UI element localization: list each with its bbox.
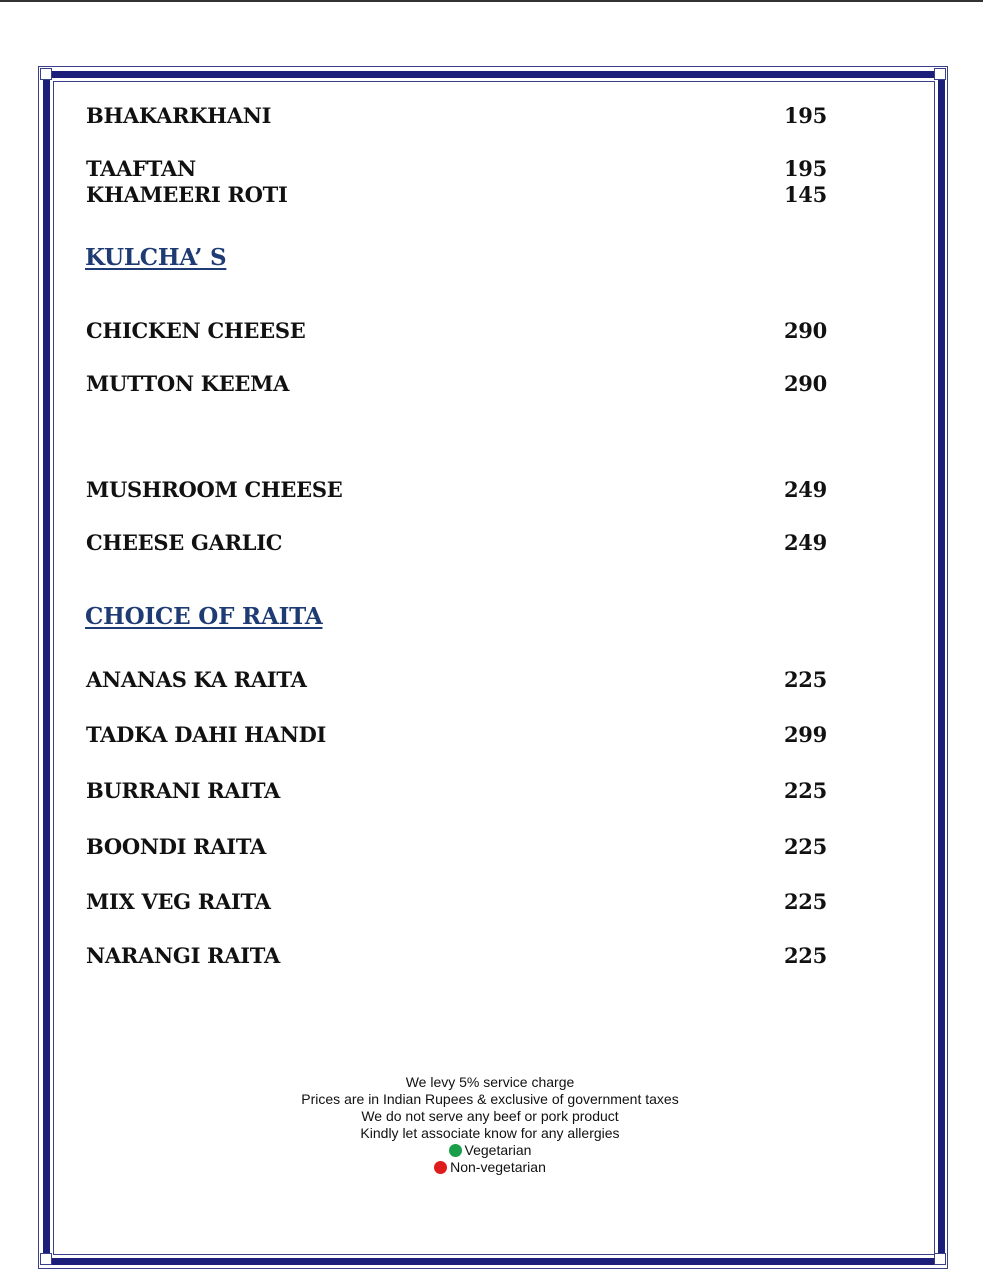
item-price: 290: [784, 371, 827, 396]
prices-note: Prices are in Indian Rupees & exclusive of government taxes: [301, 1091, 679, 1107]
menu-item-narangi-raita: [86, 942, 826, 970]
menu-item-taaftan: [86, 155, 826, 183]
legend-vegetarian: [200, 1142, 780, 1159]
section-heading-kulchas: KULCHA’ S: [85, 244, 227, 271]
item-price: 225: [784, 667, 827, 692]
menu-item-mushroom-cheese: [86, 476, 826, 504]
item-name: BURRANI RAITA: [86, 778, 281, 803]
corner-ornament-top-right: [934, 68, 946, 80]
green-dot-icon: [449, 1144, 462, 1157]
item-name: CHICKEN CHEESE: [86, 318, 306, 343]
item-price: 225: [784, 943, 827, 968]
item-price: 299: [784, 722, 827, 747]
corner-ornament-bottom-left: [40, 1253, 52, 1265]
menu-item-mutton-keema: [86, 370, 826, 398]
item-price: 195: [784, 103, 827, 128]
footer-notes: [200, 1074, 780, 1176]
nonveg-label: Non-vegetarian: [450, 1159, 546, 1175]
item-name: MUTTON KEEMA: [86, 371, 290, 396]
corner-ornament-top-left: [40, 68, 52, 80]
item-price: 145: [784, 182, 827, 207]
menu-item-mix-veg-raita: [86, 888, 826, 916]
top-rule: [0, 0, 983, 2]
menu-item-khameeri-roti: [86, 181, 826, 209]
item-name: TADKA DAHI HANDI: [86, 722, 327, 747]
item-price: 249: [784, 477, 827, 502]
item-name: MIX VEG RAITA: [86, 889, 271, 914]
item-name: KHAMEERI ROTI: [86, 182, 288, 207]
item-price: 249: [784, 530, 827, 555]
item-name: BOONDI RAITA: [86, 834, 267, 859]
item-price: 290: [784, 318, 827, 343]
menu-item-chicken-cheese: [86, 317, 826, 345]
legend-non-vegetarian: [200, 1159, 780, 1176]
menu-item-burrani-raita: [86, 777, 826, 805]
item-price: 195: [784, 156, 827, 181]
menu-item-bhakarkhani: [86, 102, 826, 130]
item-price: 225: [784, 834, 827, 859]
menu-item-boondi-raita: [86, 833, 826, 861]
corner-ornament-bottom-right: [934, 1253, 946, 1265]
allergies-note: Kindly let associate know for any allergies: [360, 1125, 620, 1141]
item-name: TAAFTAN: [86, 156, 196, 181]
veg-label: Vegetarian: [464, 1142, 532, 1158]
item-name: CHEESE GARLIC: [86, 530, 283, 555]
menu-item-tadka-dahi-handi: [86, 721, 826, 749]
red-dot-icon: [434, 1161, 447, 1174]
menu-item-cheese-garlic: [86, 529, 826, 557]
beef-pork-note: We do not serve any beef or pork product: [361, 1108, 619, 1124]
item-price: 225: [784, 778, 827, 803]
item-name: BHAKARKHANI: [86, 103, 272, 128]
item-price: 225: [784, 889, 827, 914]
item-name: NARANGI RAITA: [86, 943, 280, 968]
item-name: MUSHROOM CHEESE: [86, 477, 343, 502]
menu-item-ananas-ka-raita: [86, 666, 826, 694]
item-name: ANANAS KA RAITA: [86, 667, 307, 692]
section-heading-raita: CHOICE OF RAITA: [85, 603, 323, 630]
service-charge-note: We levy 5% service charge: [405, 1074, 575, 1090]
